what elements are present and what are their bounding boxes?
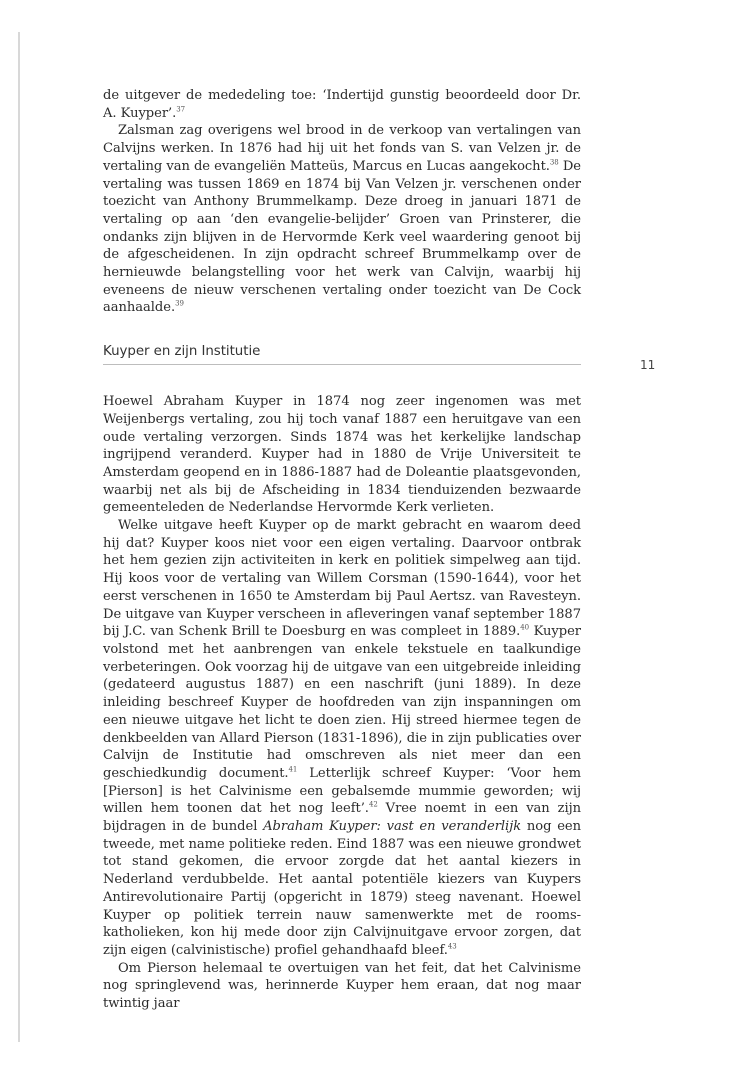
page-number: 11 [640, 358, 656, 372]
paragraph-welke-uitgave: Welke uitgave heeft Kuyper op de markt gebracht en waarom deed hij dat? Kuyper koos niet voor een eigen vertaling. Daarvoor ontbrak het hem gezien zijn activiteiten in kerk en politiek simpelweg aan tijd. Hij koos voor de vertaling van Willem Corsman (1590-1644), voor het eerst verschenen in 1650 te Amsterdam bij Paul Aertsz. van Ravesteyn. De uitgave van Kuyper verscheen in afleveringen vanaf september 1887 bij J.C. van Schenk Brill te Doesburg en was compleet in 1889.40 Kuyper volstond met het aanbrengen van enkele tekstuele en taalkundige verbeteringen. Ook voorzag hij de uitgave van een uitgebreide inleiding (gedateerd augustus 1887) en een naschrift (juni 1889). In deze inleiding beschreef Kuyper de hoofdreden van zijn inspanningen om een nieuwe uitgave het licht te doen zien. Hij streed hiermee tegen de denkbeelden van Allard Pierson (1831-1896), die in zijn publicaties over Calvijn de Institutie had omschreven als niet meer dan een geschiedkundig document.$^{41}$ Letterlijk schreef Kuyper: ‘Voor hem [Pierson] is het Calvinisme een gebalsemde mummie geworden; wij willen hem toonen dat het nog leeft’.$^{42}$ Vree noemt in een van zijn bijdragen in de bundel Abraham Kuyper: vast en veranderlijk nog een tweede, met name politieke reden. Eind 1887 was een nieuwe grondwet tot stand gekomen, die ervoor zorgde dat het aantal kiezers in Nederland verdubbelde. Het aantal potentiële kiezers van Kuypers Antirevolutionaire Partij (opgericht in 1879) steeg navenant. Hoewel Kuyper op politiek terrein nauw samenwerkte met de rooms-katholieken, kon hij mede door zijn Calvijnuitgave ervoor zorgen, dat zijn eigen (calvinistische) profiel gehandhaafd bleef.$^{43}$ [103, 518, 582, 958]
footnote-ref: 41 [288, 765, 298, 774]
footnote-ref: 37 [176, 105, 186, 114]
paragraph-continued: de uitgever de mededeling toe: ‘Indertijd gunstig beoordeeld door Dr. A. Kuyper’.$^{37}$ [103, 88, 581, 121]
book-title: Abraham Kuyper: vast en veranderlijk [263, 819, 522, 835]
footnote-ref: 40 [520, 623, 530, 632]
section-heading: Kuyper en zijn Institutie [103, 343, 581, 365]
body-text [103, 87, 581, 1013]
paragraph-kuyper-intro: Hoewel Abraham Kuyper in 1874 nog zeer ingenomen was met Weijenbergs vertaling, zou hij toch vanaf 1887 een heruitgave van een oude vertaling verzorgen. Sinds 1874 was het kerkelijke landschap ingrijpend veranderd. Kuyper had in 1880 de Vrije Universiteit te Amsterdam geopend en in 1886-1887 had de Doleantie plaatsgevonden, waarbij net als bij de Afscheiding in 1834 tienduizenden bezwaarde gemeenteleden de Nederlandse Hervormde Kerk verlieten. [103, 394, 581, 516]
footnote-ref: 38 [549, 158, 559, 167]
paragraph-zalsman: Zalsman zag overigens wel brood in de verkoop van vertalingen van Calvijns werken. In 1876 had hij uit het fonds van S. van Velzen jr. de vertaling van de evangeliën Matteüs, Marcus en Lucas aangekocht.$^{38}$ De vertaling was tussen 1869 en 1874 bij Van Velzen jr. verschenen onder toezicht van Anthony Brummelkamp. Deze droeg in januari 1871 de vertaling op aan ‘den evangelie-belijder’ Groen van Prinsterer, die ondanks zijn blijven in de Hervormde Kerk veel waardering genoot bij de afgescheidenen. In zijn opdracht schreef Brummelkamp over de hernieuwde belangstelling voor het werk van Calvijn, waarbij hij eveneens de nieuw verschenen vertaling onder toezicht van De Cock aanhaalde.$^{39}$ [103, 123, 582, 316]
footnote-ref: 43 [447, 942, 457, 951]
paragraph-pierson: Om Pierson helemaal te overtuigen van het feit, dat het Calvinisme nog springlevend was, herinnerde Kuyper hem eraan, dat nog maar twintig jaar [103, 960, 581, 1012]
page-edge [18, 32, 20, 1042]
footnote-ref: 39 [175, 300, 184, 309]
footnote-ref: 42 [368, 800, 378, 809]
